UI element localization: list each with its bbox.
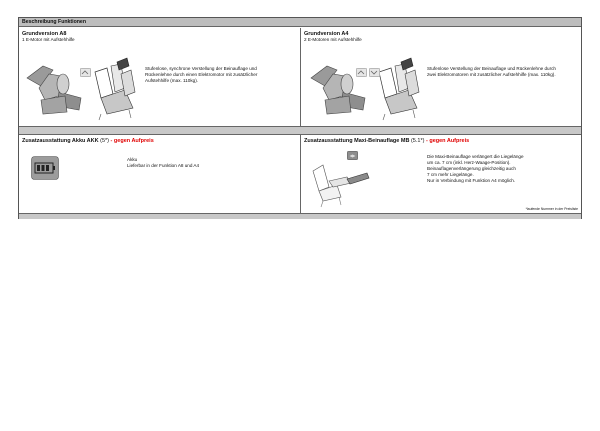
mb-line-5: Nur in Verbindung mit Funktion A4 möglich. <box>427 178 516 183</box>
function-description-table <box>18 17 582 219</box>
mb-title: Zusatzausstattung Maxi-Beinauflage MB <box>304 138 410 144</box>
akku-line-2: Lieferbar in der Funktion A8 und A4 <box>127 163 200 168</box>
single-motor-icon <box>80 68 91 77</box>
a8-recliner-illustration <box>21 48 141 124</box>
akku-note: (5*) <box>100 138 110 144</box>
a4-title: Grundversion A4 <box>304 31 349 37</box>
cell-grundversion-a4 <box>301 28 581 126</box>
a4-recliner-illustration <box>305 48 425 124</box>
cell-grundversion-a8 <box>19 28 301 126</box>
mb-price-label: gegen Aufpreis <box>429 138 470 144</box>
price-list-footnote: *laufende Nummer in der Preisliste <box>525 207 578 211</box>
footrest-extension-icon <box>347 151 358 160</box>
mb-line-4: 7 cm mehr Liegelänge. <box>427 172 474 177</box>
mb-heading <box>304 138 469 144</box>
dual-motor-icon <box>356 68 380 77</box>
akku-price-label: gegen Aufpreis <box>113 138 154 144</box>
cell-zusatz-maxi-beinauflage <box>301 135 581 213</box>
mb-note: (5.1*) <box>410 138 425 144</box>
akku-description <box>127 157 262 169</box>
a8-subtitle: 1 E-Motor mit Aufstehhilfe <box>22 37 75 42</box>
akku-price-separator: - <box>110 138 113 144</box>
battery-icon <box>31 156 59 180</box>
mb-line-3: Beinauflagenverlängerung gleichzeitig auch <box>427 166 516 171</box>
table-bottom-bar <box>19 213 581 219</box>
mb-line-1: Die Maxi-Beinauflage verlängert die Liegelänge <box>427 154 524 159</box>
row-separator <box>19 126 581 135</box>
a8-description: Stufenlose, synchrone Verstellung der Beinauflage und Rückenlehne durch einen Elektromotor mit zusätzlicher Aufstehhilfe (max. 110kg). <box>145 66 258 83</box>
mb-description <box>427 154 577 184</box>
mb-line-2: um ca. 7 cm (inkl. Herz-Waage-Position). <box>427 160 511 165</box>
akku-heading <box>22 138 154 144</box>
akku-line-1: Akku <box>127 157 138 162</box>
table-title: Beschreibung Funktionen <box>19 18 581 27</box>
a4-description: Stufenlose Verstellung der Beinauflage und Rückenlehne durch zwei Elektromotoren mit zusätzlicher Aufstehhilfe (max. 110kg). <box>427 66 556 77</box>
mb-recliner-illustration <box>307 151 371 209</box>
mb-price-separator: - <box>425 138 428 144</box>
akku-title: Zusatzausstattung Akku AKK <box>22 138 99 144</box>
a8-title: Grundversion A8 <box>22 31 67 37</box>
a4-subtitle: 2 E-Motoren mit Aufstehhilfe <box>304 37 362 42</box>
cell-zusatz-akku <box>19 135 301 213</box>
